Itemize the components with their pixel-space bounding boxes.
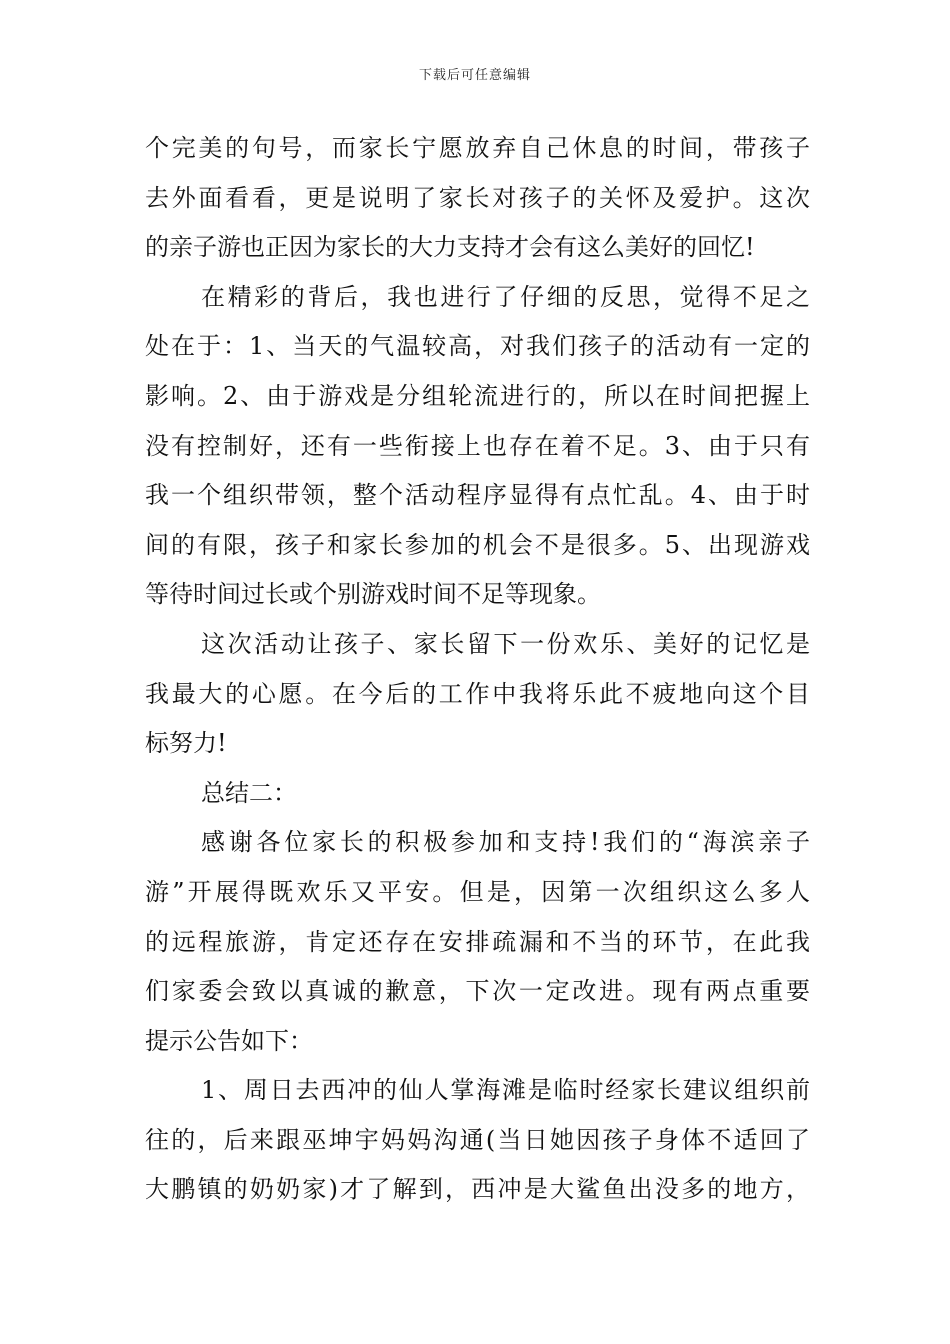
text-line: 的亲子游也正因为家长的大力支持才会有这么美好的回忆!: [145, 233, 755, 262]
text-line: 往的，后来跟巫坤宇妈妈沟通(当日她因孩子身体不适回了: [145, 1125, 810, 1154]
text-line: 去外面看看，更是说明了家长对孩子的关怀及爱护。这次: [145, 183, 810, 212]
text-line: 等待时间过长或个别游戏时间不足等现象。: [145, 580, 601, 609]
text-line: 总结二：: [201, 778, 297, 807]
text-line: 个完美的句号，而家长宁愿放弃自己休息的时间，带孩子: [145, 134, 810, 162]
text-line: 处在于：1、当天的气温较高，对我们孩子的活动有一定的: [145, 332, 810, 361]
text-line: 游”开展得既欢乐又平安。但是，因第一次组织这么多人: [145, 877, 810, 906]
text-line: 的远程旅游，肯定还存在安排疏漏和不当的环节，在此我: [145, 927, 810, 956]
text-line: 标努力!: [145, 729, 227, 758]
text-line: 这次活动让孩子、家长留下一份欢乐、美好的记忆是: [201, 629, 810, 658]
text-line: 间的有限，孩子和家长参加的机会不是很多。5、出现游戏: [145, 530, 810, 559]
text-line: 大鹏镇的奶奶家)才了解到，西冲是大鲨鱼出没多的地方，: [145, 1175, 810, 1204]
text-line: 感谢各位家长的积极参加和支持!我们的“海滨亲子: [201, 828, 810, 857]
text-line: 我一个组织带领，整个活动程序显得有点忙乱。4、由于时: [145, 481, 810, 510]
text-line: 影响。2、由于游戏是分组轮流进行的，所以在时间把握上: [145, 381, 810, 410]
text-line: 在精彩的背后，我也进行了仔细的反思，觉得不足之: [201, 282, 810, 311]
text-line: 我最大的心愿。在今后的工作中我将乐此不疲地向这个目: [145, 679, 810, 708]
text-line: 提示公告如下：: [145, 1026, 313, 1055]
page-header: 下载后可任意编辑: [418, 68, 531, 83]
text-line: 没有控制好，还有一些衔接上也存在着不足。3、由于只有: [145, 431, 810, 460]
text-line: 们家委会致以真诚的歉意，下次一定改进。现有两点重要: [145, 977, 810, 1006]
text-line: 1、周日去西冲的仙人掌海滩是临时经家长建议组织前: [201, 1076, 810, 1105]
document-body: [145, 124, 810, 1215]
